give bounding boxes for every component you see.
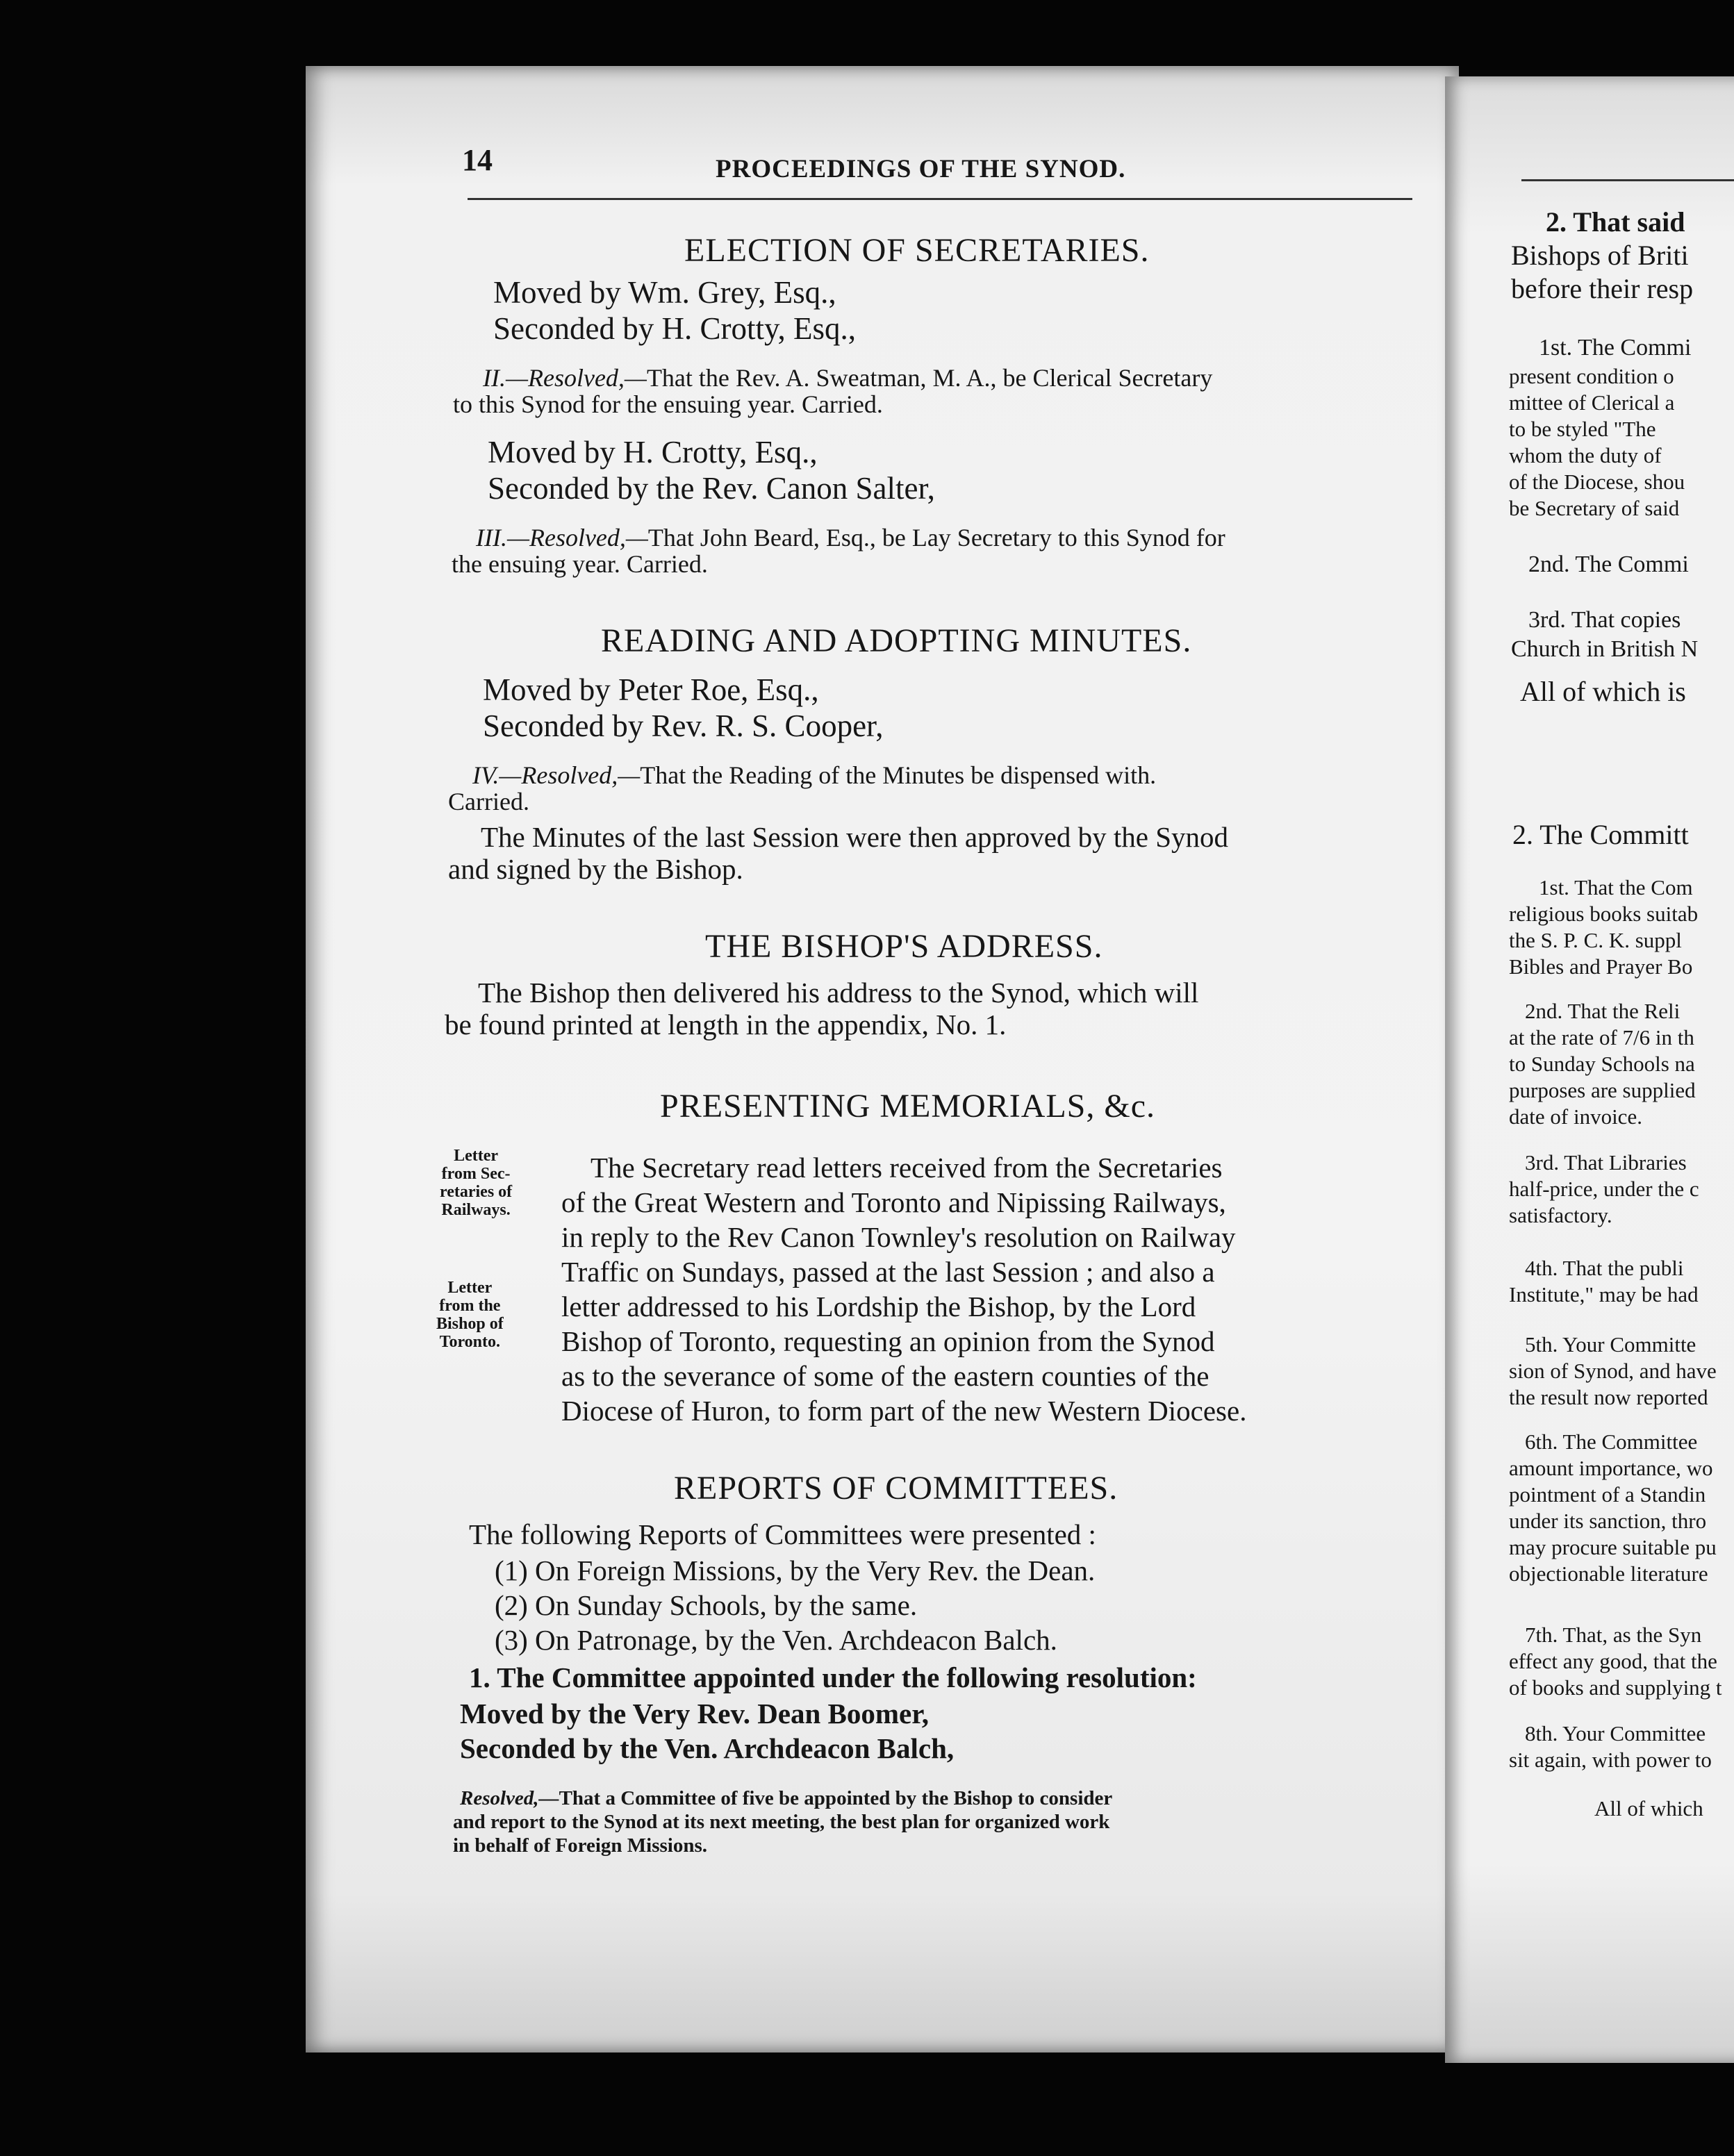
right-text-line: present condition o — [1509, 364, 1674, 388]
right-text-line: 3rd. That Libraries — [1525, 1150, 1687, 1175]
right-text-line: 6th. The Committee — [1525, 1429, 1698, 1454]
resolved-line1: Resolved,—That a Committee of five be appointed by the Bishop to consider — [460, 1787, 1113, 1809]
address-line2: be found printed at length in the appendix, No. 1. — [445, 1009, 1007, 1040]
right-text-line: before their resp — [1511, 273, 1694, 304]
resolution-ii-line1: II.—Resolved,—That the Rev. A. Sweatman, M. A., be Clerical Secretary — [483, 364, 1213, 392]
right-text-line: objectionable literature — [1509, 1561, 1708, 1586]
report-item: (3) On Patronage, by the Ven. Archdeacon Balch. — [495, 1624, 1057, 1656]
seconded-by-line: Seconded by Rev. R. S. Cooper, — [483, 708, 884, 743]
heading-election-of-secretaries: ELECTION OF SECRETARIES. — [684, 232, 1150, 269]
page-number: 14 — [462, 143, 493, 177]
right-text-line: mittee of Clerical a — [1509, 390, 1675, 415]
moved-by-line: Moved by H. Crotty, Esq., — [488, 435, 818, 470]
memorials-line: Traffic on Sundays, passed at the last Session ; and also a — [561, 1256, 1215, 1288]
resolution-ii-line2: to this Synod for the ensuing year. Carried. — [453, 390, 883, 418]
seconded-by-line: Seconded by the Rev. Canon Salter, — [488, 471, 935, 506]
resolved-line3: in behalf of Foreign Missions. — [453, 1834, 708, 1857]
right-text-line: 2. That said — [1546, 206, 1685, 238]
right-text-line: date of invoice. — [1509, 1104, 1642, 1129]
reports-intro: The following Reports of Committees were presented : — [469, 1518, 1096, 1550]
right-text-line: Bishops of Briti — [1511, 240, 1689, 271]
right-text-line: 8th. Your Committee — [1525, 1721, 1706, 1745]
resolved-line2: and report to the Synod at its next meeting, the best plan for organized work — [453, 1811, 1110, 1833]
header-rule — [468, 198, 1412, 200]
resolution-iii-line2: the ensuing year. Carried. — [452, 550, 708, 578]
right-text-line: of books and supplying t — [1509, 1675, 1722, 1700]
resolution-iv-line1: IV.—Resolved,—That the Reading of the Minutes be dispensed with. — [472, 761, 1157, 789]
margin-note-railways: Letter from Sec- retaries of Railways. — [440, 1147, 513, 1219]
heading-presenting-memorials: PRESENTING MEMORIALS, &c. — [660, 1088, 1156, 1125]
memorials-line: as to the severance of some of the eastern counties of the — [561, 1360, 1209, 1392]
right-text-line: half-price, under the c — [1509, 1177, 1699, 1201]
right-text-line: satisfactory. — [1509, 1203, 1612, 1227]
margin-note-bishop-of-toronto: Letter from the Bishop of Toronto. — [436, 1279, 504, 1351]
moved-by-line: Moved by the Very Rev. Dean Boomer, — [460, 1698, 929, 1730]
right-text-line: may procure suitable pu — [1509, 1535, 1717, 1559]
right-text-line: 2nd. That the Reli — [1525, 999, 1681, 1023]
right-text-line: the result now reported — [1509, 1385, 1708, 1409]
memorials-line: letter addressed to his Lordship the Bishop, by the Lord — [561, 1291, 1196, 1322]
committee-line: 1. The Committee appointed under the following resolution: — [469, 1661, 1197, 1693]
right-text-line: 7th. That, as the Syn — [1525, 1623, 1702, 1647]
right-text-line: be Secretary of said — [1509, 496, 1680, 520]
right-text-line: All of which — [1594, 1796, 1703, 1821]
right-text-line: sit again, with power to — [1509, 1748, 1712, 1772]
right-text-line: 4th. That the publi — [1525, 1256, 1684, 1280]
right-text-line: 2. The Committ — [1512, 819, 1689, 850]
moved-by-line: Moved by Peter Roe, Esq., — [483, 672, 819, 707]
seconded-by-line: Seconded by H. Crotty, Esq., — [493, 311, 857, 346]
right-text-line: amount importance, wo — [1509, 1456, 1713, 1480]
memorials-line: Diocese of Huron, to form part of the new Western Diocese. — [561, 1395, 1247, 1427]
right-text-line: All of which is — [1520, 676, 1686, 707]
memorials-line: The Secretary read letters received from the Secretaries — [591, 1152, 1223, 1184]
header-rule — [1521, 179, 1734, 181]
right-page — [1445, 76, 1734, 2063]
left-page — [306, 66, 1459, 2053]
right-text-line: whom the duty of — [1509, 443, 1662, 467]
right-text-line: effect any good, that the — [1509, 1649, 1717, 1673]
report-item: (1) On Foreign Missions, by the Very Rev. the Dean. — [495, 1554, 1096, 1586]
minutes-approved-line2: and signed by the Bishop. — [448, 853, 743, 885]
address-line1: The Bishop then delivered his address to the Synod, which will — [478, 977, 1199, 1009]
right-text-line: purposes are supplied — [1509, 1078, 1696, 1102]
resolution-iv-line2: Carried. — [448, 788, 529, 815]
right-text-line: religious books suitab — [1509, 902, 1699, 926]
right-text-line: 3rd. That copies — [1528, 607, 1681, 633]
right-text-line: to Sunday Schools na — [1509, 1052, 1695, 1076]
report-item: (2) On Sunday Schools, by the same. — [495, 1589, 918, 1621]
memorials-line: Bishop of Toronto, requesting an opinion from the Synod — [561, 1325, 1215, 1357]
memorials-line: in reply to the Rev Canon Townley's resolution on Railway — [561, 1221, 1236, 1253]
right-text-line: pointment of a Standin — [1509, 1482, 1706, 1507]
right-text-line: 2nd. The Commi — [1528, 552, 1689, 577]
right-text-line: Church in British N — [1511, 636, 1699, 662]
heading-bishops-address: THE BISHOP'S ADDRESS. — [705, 928, 1103, 965]
minutes-approved-line1: The Minutes of the last Session were then approved by the Synod — [481, 821, 1229, 853]
right-text-line: at the rate of 7/6 in th — [1509, 1025, 1694, 1050]
right-text-line: 1st. The Commi — [1539, 335, 1692, 360]
right-text-line: to be styled "The — [1509, 417, 1656, 441]
heading-reading-and-adopting-minutes: READING AND ADOPTING MINUTES. — [601, 622, 1192, 659]
right-text-line: under its sanction, thro — [1509, 1509, 1707, 1533]
right-text-line: Institute," may be had — [1509, 1282, 1699, 1307]
right-text-line: of the Diocese, shou — [1509, 470, 1685, 494]
right-text-line: Bibles and Prayer Bo — [1509, 954, 1693, 979]
right-text-line: sion of Synod, and have — [1509, 1359, 1717, 1383]
right-text-line: 5th. Your Committe — [1525, 1332, 1696, 1357]
heading-reports-of-committees: REPORTS OF COMMITTEES. — [674, 1470, 1118, 1507]
seconded-by-line: Seconded by the Ven. Archdeacon Balch, — [460, 1732, 955, 1764]
right-text-line: 1st. That the Com — [1539, 875, 1693, 899]
resolution-iii-line1: III.—Resolved,—That John Beard, Esq., be Lay Secretary to this Synod for — [476, 524, 1225, 552]
running-title: PROCEEDINGS OF THE SYNOD. — [716, 155, 1126, 183]
memorials-line: of the Great Western and Toronto and Nipissing Railways, — [561, 1186, 1226, 1218]
moved-by-line: Moved by Wm. Grey, Esq., — [493, 275, 836, 310]
right-text-line: the S. P. C. K. suppl — [1509, 928, 1682, 952]
